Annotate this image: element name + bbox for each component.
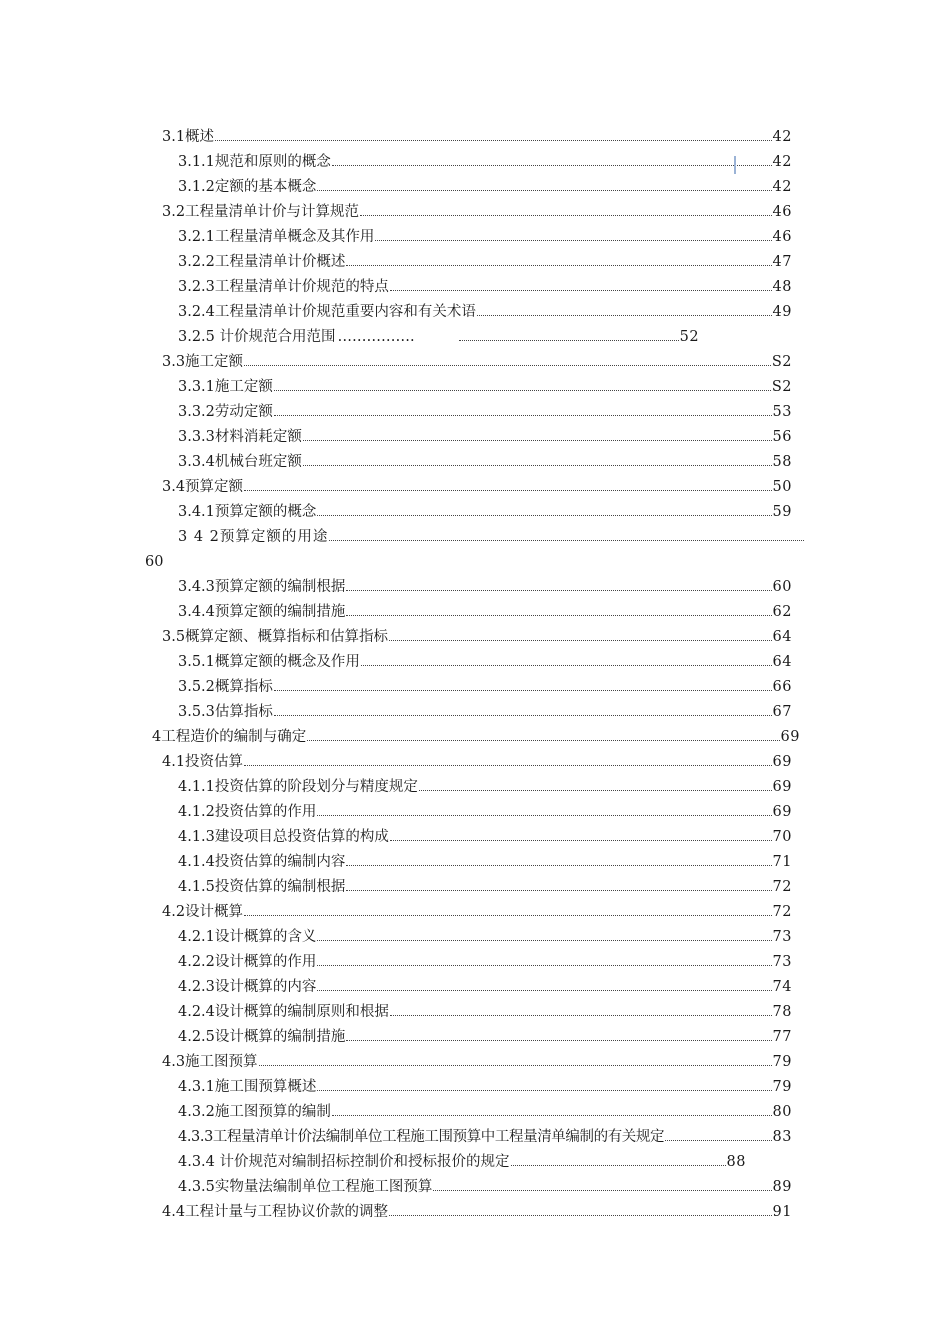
toc-entry-title: 4.2.3设计概算的内容 xyxy=(178,979,317,995)
toc-entry-page: 91 xyxy=(772,1204,792,1220)
toc-entry-page: 62 xyxy=(772,604,792,620)
toc-entry[interactable] xyxy=(162,476,792,498)
toc-entry[interactable] xyxy=(178,926,792,948)
toc-entry-title: 4.2.2设计概算的作用 xyxy=(178,954,317,970)
toc-entry-title: 3.1.1规范和原则的概念 xyxy=(178,154,331,170)
toc-leader xyxy=(244,490,771,491)
toc-leader xyxy=(244,365,771,366)
toc-entry[interactable] xyxy=(162,751,792,773)
toc-entry[interactable] xyxy=(162,1201,792,1223)
toc-leader xyxy=(317,965,771,966)
toc-entry[interactable] xyxy=(178,401,792,423)
toc-entry-page: 71 xyxy=(772,854,792,870)
toc-entry-title: 3.1概述 xyxy=(162,129,215,145)
toc-entry[interactable] xyxy=(178,176,792,198)
toc-entry-title: 3.4.1预算定额的概念 xyxy=(178,504,317,520)
toc-entry[interactable] xyxy=(178,1101,792,1123)
toc-entry[interactable] xyxy=(178,951,792,973)
toc-leader xyxy=(360,215,771,216)
toc-entry-page: 64 xyxy=(772,654,792,670)
toc-entry-title: 4.1投资估算 xyxy=(162,754,244,770)
toc-entry[interactable] xyxy=(178,601,792,623)
toc-entry-title: 3.2.5 计价规范合用范围 xyxy=(178,329,336,345)
toc-leader xyxy=(317,515,771,516)
toc-entry-title: 4.3.2施工图预算的编制 xyxy=(178,1104,331,1120)
toc-entry-title: 3 4 2预算定额的用途 xyxy=(178,529,329,545)
toc-entry-page: 42 xyxy=(772,129,792,145)
toc-entry[interactable] xyxy=(178,1026,792,1048)
toc-leader xyxy=(317,990,771,991)
toc-entry-title: 3.4.3预算定额的编制根据 xyxy=(178,579,346,595)
toc-entry[interactable] xyxy=(178,1001,792,1023)
toc-leader xyxy=(665,1140,771,1141)
toc-leader xyxy=(274,390,771,391)
toc-entry[interactable] xyxy=(178,701,792,723)
toc-leader xyxy=(329,540,804,541)
text-cursor xyxy=(734,156,736,174)
toc-entry-page: 60 xyxy=(145,554,164,570)
toc-entry[interactable] xyxy=(178,451,792,473)
toc-entry-page: 69 xyxy=(772,779,792,795)
toc-entry-page: 88 xyxy=(726,1154,746,1170)
toc-entry-title: 4.1.4投资估算的编制内容 xyxy=(178,854,346,870)
toc-entry-title: 4.3.5实物量法编制单位工程施工图预算 xyxy=(178,1179,433,1195)
toc-leader xyxy=(307,740,779,741)
toc-entry-title: 4.1.1投资估算的阶段划分与精度规定 xyxy=(178,779,418,795)
toc-entry-page: 66 xyxy=(772,679,792,695)
toc-entry-title: 4.3.4 计价规范对编制招标控制价和授标报价的规定 xyxy=(178,1154,510,1170)
toc-entry[interactable] xyxy=(178,1176,792,1198)
toc-entry-page: 48 xyxy=(772,279,792,295)
toc-entry[interactable] xyxy=(178,801,792,823)
toc-entry-page: 49 xyxy=(772,304,792,320)
toc-entry-page: 67 xyxy=(772,704,792,720)
toc-entry-page: 77 xyxy=(772,1029,792,1045)
toc-entry[interactable] xyxy=(178,301,792,323)
toc-entry-title: 3.4预算定额 xyxy=(162,479,244,495)
toc-leader xyxy=(375,240,771,241)
toc-entry-title: 4.2设计概算 xyxy=(162,904,244,920)
toc-entry[interactable] xyxy=(178,1076,792,1098)
toc-entry-page: S2 xyxy=(771,379,792,395)
toc-entry[interactable] xyxy=(162,201,792,223)
toc-entry[interactable] xyxy=(178,226,792,248)
toc-leader xyxy=(459,340,679,341)
toc-entry[interactable] xyxy=(178,376,792,398)
toc-entry-page: 64 xyxy=(772,629,792,645)
toc-leader xyxy=(346,590,771,591)
toc-entry[interactable] xyxy=(178,576,792,598)
toc-leader xyxy=(477,315,772,316)
toc-entry-page: 79 xyxy=(772,1079,792,1095)
toc-entry[interactable] xyxy=(178,1151,746,1173)
toc-leader xyxy=(317,940,771,941)
toc-entry-page: 72 xyxy=(772,879,792,895)
toc-entry-page: 59 xyxy=(772,504,792,520)
toc-leader xyxy=(215,140,771,141)
toc-entry-page: 60 xyxy=(772,579,792,595)
toc-entry-title: 4.4工程计量与工程协议价款的调整 xyxy=(162,1204,389,1220)
toc-leader xyxy=(511,1165,726,1166)
toc-entry-page: 69 xyxy=(772,754,792,770)
toc-entry-page: 47 xyxy=(772,254,792,270)
toc-entry[interactable] xyxy=(178,851,792,873)
toc-entry-page: 89 xyxy=(772,1179,792,1195)
toc-entry[interactable] xyxy=(178,501,792,523)
toc-entry-title: 3.4.4预算定额的编制措施 xyxy=(178,604,346,620)
toc-leader xyxy=(332,1115,772,1116)
toc-entry-title: 3.3.3材料消耗定额 xyxy=(178,429,302,445)
toc-entry-title: 3.2.3工程量清单计价规范的特点 xyxy=(178,279,389,295)
toc-entry-title: 4.1.5投资估算的编制根据 xyxy=(178,879,346,895)
toc-entry-title: 3.3.2劳动定额 xyxy=(178,404,273,420)
toc-leader xyxy=(274,415,772,416)
toc-leader xyxy=(303,440,772,441)
toc-entry[interactable] xyxy=(178,526,804,548)
toc-leader xyxy=(346,1040,771,1041)
toc-entry-page: 58 xyxy=(772,454,792,470)
toc-entry-page: 83 xyxy=(772,1129,792,1145)
toc-entry-page: 73 xyxy=(772,954,792,970)
toc-entry[interactable] xyxy=(162,1051,792,1073)
toc-leader xyxy=(317,815,771,816)
toc-entry-title: 4.3.1施工围预算概述 xyxy=(178,1079,317,1095)
toc-leader xyxy=(317,1090,771,1091)
toc-entry[interactable] xyxy=(178,426,792,448)
toc-entry-page: 42 xyxy=(772,154,792,170)
toc-entry-title: 4工程造价的编制与确定 xyxy=(152,729,307,745)
toc-entry-page: 73 xyxy=(772,929,792,945)
toc-entry-page: 72 xyxy=(772,904,792,920)
toc-entry[interactable] xyxy=(178,251,792,273)
toc-entry-title: 3.2.1工程量清单概念及其作用 xyxy=(178,229,375,245)
toc-entry[interactable] xyxy=(162,126,792,148)
toc-entry[interactable] xyxy=(178,1126,792,1148)
toc-leader xyxy=(346,615,771,616)
toc-leader xyxy=(346,890,771,891)
toc-leader xyxy=(419,790,772,791)
toc-entry-midtext: ……………. xyxy=(337,329,415,345)
toc-entry-title: 4.2.4设计概算的编制原则和根据 xyxy=(178,1004,389,1020)
toc-leader xyxy=(346,265,771,266)
toc-entry-page: 46 xyxy=(772,204,792,220)
toc-entry-title: 4.3施工图预算 xyxy=(162,1054,258,1070)
toc-entry-title: 3.5.1概算定额的概念及作用 xyxy=(178,654,360,670)
toc-entry[interactable] xyxy=(162,626,792,648)
toc-entry[interactable] xyxy=(162,901,792,923)
toc-entry[interactable] xyxy=(152,726,800,748)
toc-entry[interactable] xyxy=(162,351,792,373)
toc-leader xyxy=(390,1015,772,1016)
toc-entry-page: 79 xyxy=(772,1054,792,1070)
toc-entry-title: 3.5.3估算指标 xyxy=(178,704,273,720)
toc-leader xyxy=(361,665,772,666)
toc-entry-page: 70 xyxy=(772,829,792,845)
toc-leader xyxy=(244,915,771,916)
toc-entry[interactable] xyxy=(178,651,792,673)
toc-leader xyxy=(389,1215,771,1216)
toc-entry-title: 3.2.4工程量清单计价规范重要内容和有关术语 xyxy=(178,304,476,320)
toc-leader xyxy=(259,1065,772,1066)
toc-entry[interactable] xyxy=(178,676,792,698)
toc-leader xyxy=(332,165,772,166)
toc-entry-page: 74 xyxy=(772,979,792,995)
toc-entry[interactable] xyxy=(178,826,792,848)
toc-leader xyxy=(389,640,771,641)
toc-leader xyxy=(244,765,771,766)
toc-entry-title: 4.1.3建设项目总投资估算的构成 xyxy=(178,829,389,845)
toc-entry-title: 3.5.2概算指标 xyxy=(178,679,273,695)
toc-leader xyxy=(390,840,772,841)
toc-entry-page: 80 xyxy=(772,1104,792,1120)
toc-entry-title: 3.2工程量清单计价与计算规范 xyxy=(162,204,360,220)
toc-entry-title: 4.3.3工程量清单计价法编制单位工程施工围预算中工程量清单编制的有关规定 xyxy=(178,1129,665,1145)
toc-entry-title: 3.1.2定额的基本概念 xyxy=(178,179,317,195)
toc-entry-page: 69 xyxy=(772,804,792,820)
toc-entry-page: S2 xyxy=(771,354,792,370)
toc-leader xyxy=(274,715,772,716)
toc-entry-page: 69 xyxy=(780,729,800,745)
toc-entry-page: 50 xyxy=(772,479,792,495)
toc-entry[interactable] xyxy=(178,151,792,173)
toc-entry[interactable] xyxy=(178,976,792,998)
toc-entry-title: 3.3.1施工定额 xyxy=(178,379,273,395)
toc-leader xyxy=(433,1190,771,1191)
toc-entry-title: 3.5概算定额、概算指标和估算指标 xyxy=(162,629,389,645)
toc-entry-page: 53 xyxy=(772,404,792,420)
toc-entry-title: 4.2.1设计概算的含义 xyxy=(178,929,317,945)
toc-entry-page: 46 xyxy=(772,229,792,245)
toc-entry-page: 78 xyxy=(772,1004,792,1020)
toc-leader xyxy=(274,690,772,691)
toc-entry-page: 56 xyxy=(772,429,792,445)
toc-leader xyxy=(303,465,772,466)
toc-leader xyxy=(317,190,771,191)
toc-leader xyxy=(390,290,772,291)
toc-entry-page: 42 xyxy=(772,179,792,195)
toc-entry-title: 3.3施工定额 xyxy=(162,354,244,370)
toc-entry[interactable] xyxy=(178,776,792,798)
toc-entry-page: 52 xyxy=(679,329,700,345)
toc-entry[interactable] xyxy=(178,326,738,348)
toc-entry[interactable] xyxy=(178,276,792,298)
toc-entry-title: 4.2.5设计概算的编制措施 xyxy=(178,1029,346,1045)
toc-entry[interactable] xyxy=(178,876,792,898)
toc-entry-title: 3.3.4机械台班定额 xyxy=(178,454,302,470)
toc-leader xyxy=(346,865,771,866)
toc-entry-title: 3.2.2工程量清单计价概述 xyxy=(178,254,346,270)
toc-entry-title: 4.1.2投资估算的作用 xyxy=(178,804,317,820)
